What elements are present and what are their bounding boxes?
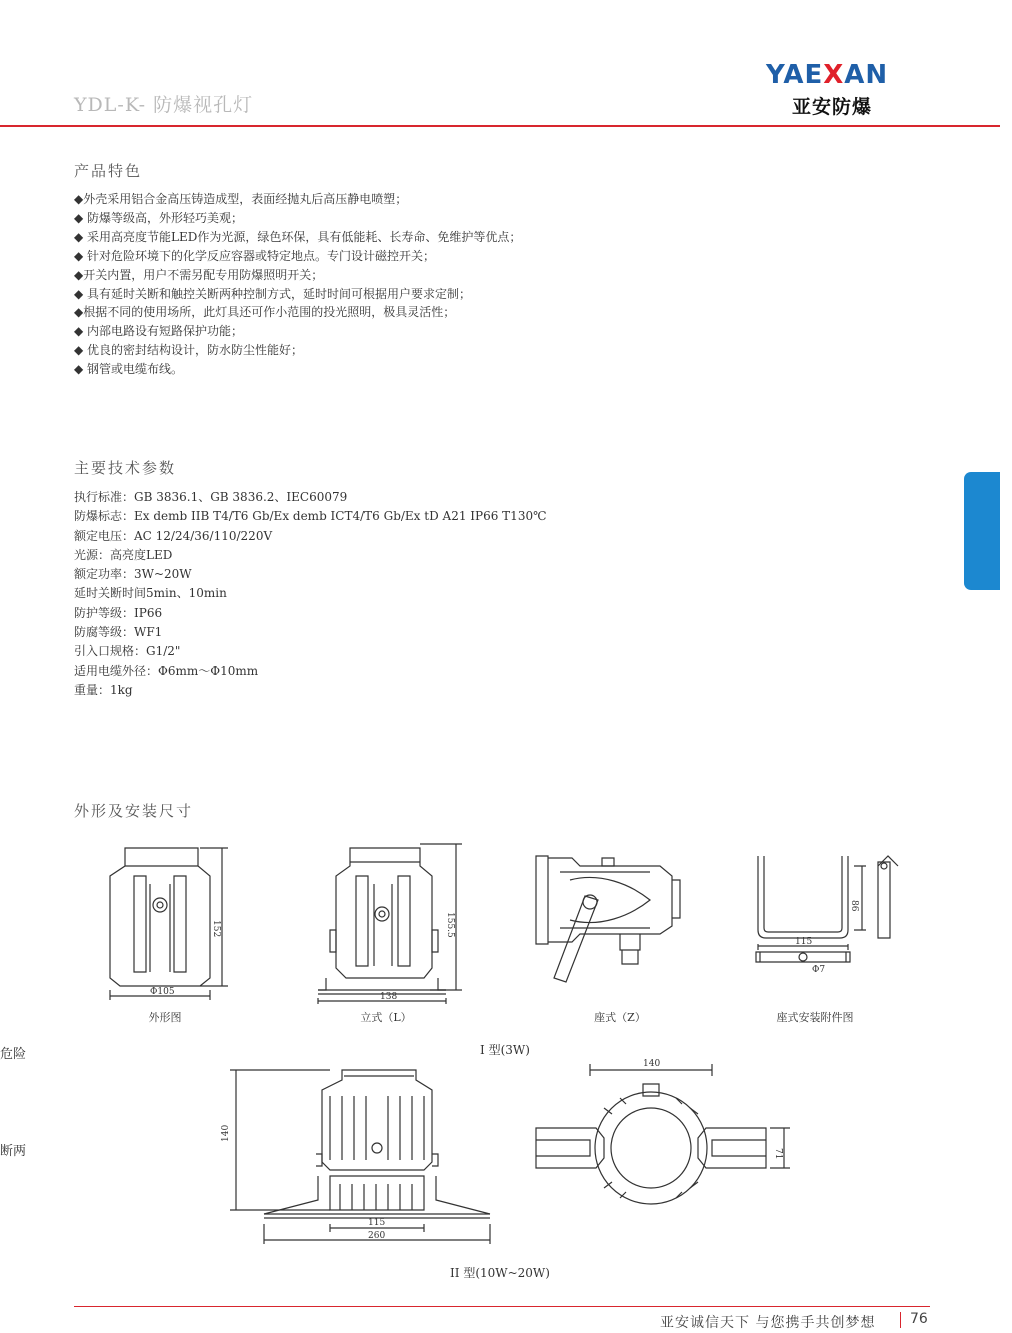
dimensions-heading: 外形及安装尺寸 <box>74 802 194 820</box>
dim-label: 71 <box>773 1148 783 1160</box>
dim-label: 140 <box>221 1124 231 1142</box>
dim-label: 152 <box>211 920 221 938</box>
feature-item: ◆ 钢管或电缆布线。 <box>74 362 184 377</box>
dim-label: Φ7 <box>812 965 826 975</box>
category-side-tab-label: 厂用防爆类 <box>999 492 1012 547</box>
spec-item: 重量：1kg <box>74 682 133 697</box>
feature-item: ◆ 针对危险环境下的化学反应容器或特定地点。专门设计磁控开关； <box>74 248 436 263</box>
page-number: 76 <box>910 1311 928 1327</box>
spec-item: 防腐等级：WF1 <box>74 625 163 640</box>
dim-label: 155.5 <box>445 912 455 938</box>
dim-label: 86 <box>849 900 859 912</box>
features-heading: 产品特色 <box>74 162 143 180</box>
specs-heading: 主要技术参数 <box>74 459 177 477</box>
dim-label: 115 <box>795 937 813 947</box>
brand-logo-cn: 亚安防爆 <box>792 96 873 118</box>
caption-outline: 外形图 <box>148 1011 182 1024</box>
seat-view-drawing <box>536 856 680 982</box>
spec-item: 引入口规格：G1/2" <box>74 644 181 659</box>
type-ii-side-drawing <box>230 1070 490 1244</box>
logo-part-2: AN <box>844 60 889 90</box>
dim-label: 140 <box>643 1059 661 1069</box>
outline-view-drawing <box>110 848 228 1000</box>
dim-label: Φ105 <box>150 987 175 997</box>
feature-item: ◆ 内部电路设有短路保护功能； <box>74 324 244 339</box>
document-title: YDL-K- 防爆视孔灯 <box>74 94 254 116</box>
spec-item: 执行标准：GB 3836.1、GB 3836.2、IEC60079 <box>74 490 348 504</box>
edge-text-fragment: 危险 <box>0 1047 27 1062</box>
type-i-label: I 型(3W) <box>480 1043 530 1057</box>
logo-part-1: YAE <box>766 60 824 90</box>
type-ii-label: II 型(10W~20W) <box>450 1266 550 1280</box>
spec-item: 适用电缆外径：Φ6mm～Φ10mm <box>74 663 259 678</box>
dim-label: 115 <box>368 1218 386 1228</box>
logo-part-x: X <box>823 60 845 90</box>
caption-standing: 立式（L） <box>360 1011 412 1024</box>
dim-label: 260 <box>368 1231 386 1241</box>
footer-separator <box>900 1312 901 1328</box>
footer-divider <box>74 1306 930 1307</box>
spec-item: 防爆标志：Ex demb IIB T4/T6 Gb/Ex demb ICT4/T6 Gb/Ex tD A21 IP66 T130℃ <box>74 509 547 524</box>
spec-item: 额定电压：AC 12/24/36/110/220V <box>74 528 273 543</box>
standing-view-drawing <box>318 844 462 1004</box>
spec-item: 延时关断时间5min、10min <box>74 586 227 601</box>
accessory-drawing <box>756 856 898 962</box>
spec-item: 额定功率：3W~20W <box>74 567 192 582</box>
feature-item: ◆ 采用高亮度节能LED作为光源，绿色环保，具有低能耗、长寿命、免维护等优点； <box>74 229 522 244</box>
spec-item: 光源：高亮度LED <box>74 547 173 562</box>
caption-seat: 座式（Z） <box>594 1011 646 1024</box>
feature-item: ◆根据不同的使用场所，此灯具还可作小范围的投光照明，极具灵活性； <box>74 305 456 320</box>
feature-item: ◆ 防爆等级高，外形轻巧美观； <box>74 210 244 225</box>
edge-text-fragment: 断两 <box>0 1144 27 1159</box>
feature-item: ◆外壳采用铝合金高压铸造成型，表面经抛丸后高压静电喷塑； <box>74 192 408 206</box>
feature-item: ◆开关内置，用户不需另配专用防爆照明开关； <box>74 267 324 282</box>
type-ii-top-drawing <box>536 1064 790 1204</box>
feature-item: ◆ 具有延时关断和触控关断两种控制方式，延时时间可根据用户要求定制； <box>74 286 472 301</box>
dim-label: 138 <box>380 992 398 1002</box>
caption-accessory: 座式安装附件图 <box>776 1011 854 1024</box>
feature-item: ◆ 优良的密封结构设计，防水防尘性能好； <box>74 343 304 358</box>
spec-item: 防护等级：IP66 <box>74 605 163 620</box>
footer-slogan: 亚安诚信天下 与您携手共创梦想 <box>660 1315 876 1331</box>
